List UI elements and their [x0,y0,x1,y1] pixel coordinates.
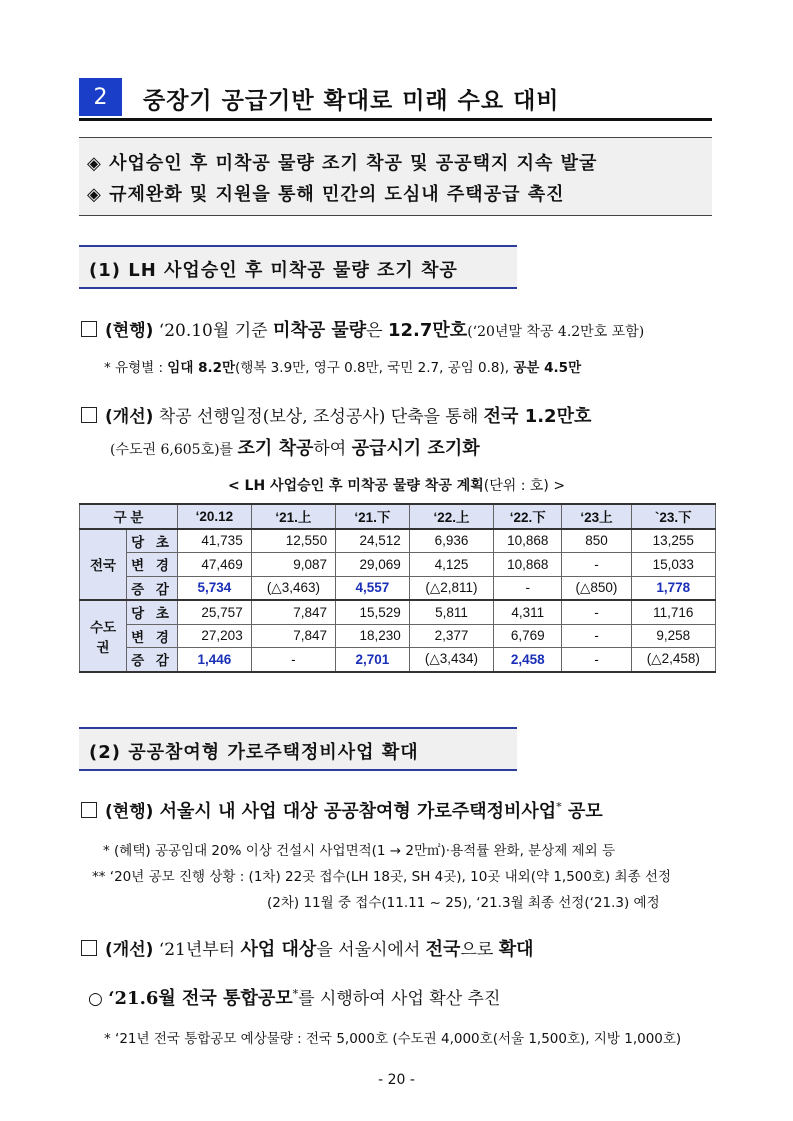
table-col-header: ‘22.上 [409,504,493,529]
current-paragraph [81,316,644,342]
table-col-header: ‘21.下 [336,504,410,529]
table-col-header: ‘22.下 [494,504,562,529]
table-cell: 4,557 [336,576,410,600]
checkbox-icon [81,321,97,337]
table-cell: (△850) [562,576,631,600]
table-cell: - [562,648,631,672]
table-cell: 2,701 [336,648,410,672]
row-label: 증 감 [127,576,178,600]
current-text-1: ‘20.10월 기준 [153,321,273,341]
improve-text-4: 조기 착공 [237,438,314,459]
table-cell: 24,512 [336,529,410,553]
sub2-note-3: (2차) 11월 중 접수(11.11 ~ 25), ‘21.3월 최종 선정(‘21.3) 예정 [267,895,660,911]
improve-text-5: 하여 [313,439,352,459]
table-cell: 47,469 [178,553,252,577]
improve-text-6: 공급시기 조기화 [351,438,480,459]
table-col-header: ‘20.12 [178,504,252,529]
table-header-label: 구 분 [80,504,178,529]
table-cell: 15,529 [336,600,410,624]
table-cell: 41,735 [178,529,252,553]
current-label: (현행) [105,321,154,341]
type-note [104,356,581,376]
table-cell: 4,311 [494,600,562,624]
section-title: 중장기 공급기반 확대로 미래 수요 대비 [143,88,560,114]
type-note-1: * 유형별 : [104,360,168,376]
sub2-improve-paragraph [81,935,533,961]
current-text-2: 미착공 물량 [272,320,367,341]
table-col-header: ‘23上 [562,504,631,529]
subheader-1-title: (1) LH 사업승인 후 미착공 물량 조기 착공 [89,260,458,281]
table-cell: 10,868 [494,553,562,577]
table-cell: 2,458 [494,648,562,672]
row-label: 당 초 [127,600,178,624]
subheader-2 [79,727,517,771]
table-cell: 12,550 [251,529,335,553]
table-cell: 4,125 [409,553,493,577]
sub2-current-paragraph [81,797,603,823]
table-caption [0,475,793,495]
table-cell: 13,255 [631,529,715,553]
row-label: 증 감 [127,648,178,672]
table-cell: (△3,434) [409,648,493,672]
row-label: 당 초 [127,529,178,553]
table-cell: 27,203 [178,624,252,648]
table-cell: 2,377 [409,624,493,648]
table-cell: 11,716 [631,600,715,624]
current-text-5: (‘20년말 착공 4.2만호 포함) [467,324,645,340]
table-cell: 15,033 [631,553,715,577]
table-cell: 7,847 [251,600,335,624]
table-cell: - [562,600,631,624]
sub2-current-text-2: 공모 [561,801,603,822]
table-cell: 1,778 [631,576,715,600]
section-divider [79,118,712,121]
sub2-bullet-sup: * [292,987,299,1001]
table-cell: - [562,624,631,648]
row-label: 변 경 [127,624,178,648]
table-cell: - [251,648,335,672]
table-cell: (△2,811) [409,576,493,600]
sub2-final-note: * ‘21년 전국 통합공모 예상물량 : 전국 5,000호 (수도권 4,000호(서울 1,500호), 지방 1,000호) [104,1031,682,1047]
sub2-current-text-1: 서울시 내 사업 대상 공공참여형 가로주택정비사업 [153,801,557,822]
construction-plan-table [79,503,716,673]
improve-paragraph-2 [110,434,480,460]
table-cell: (△2,458) [631,648,715,672]
table-cell: - [562,553,631,577]
table-cell: 25,757 [178,600,252,624]
table-cell: 6,769 [494,624,562,648]
table-cell: 9,258 [631,624,715,648]
sub2-improve-text-1: ‘21년부터 [153,940,241,960]
summary-line-1: ◈ 사업승인 후 미착공 물량 조기 착공 및 공공택지 지속 발굴 [87,153,598,174]
table-caption-unit: (단위 : 호) > [483,478,566,494]
table-cell: 1,446 [178,648,252,672]
sub2-improve-label: (개선) [105,940,154,960]
table-cell: - [494,576,562,600]
sub2-improve-text-4: 전국 [425,939,461,960]
improve-paragraph [81,402,591,428]
checkbox-icon [81,802,97,818]
table-cell: 6,936 [409,529,493,553]
group-label-capital: 수도권 [80,600,127,672]
improve-text-2: 전국 1.2만호 [483,406,592,427]
table-row [80,648,716,672]
table-row [80,600,716,624]
sub2-improve-text-5: 으로 [460,940,499,960]
table-col-header: ‘21.上 [251,504,335,529]
row-label: 변 경 [127,553,178,577]
sub2-current-sup: * [556,800,562,814]
table-cell: 29,069 [336,553,410,577]
type-note-2: 임대 8.2만 [167,360,236,376]
page-number: - 20 - [378,1072,415,1088]
sub2-improve-text-6: 확대 [498,939,534,960]
current-text-4: 12.7만호 [388,320,468,341]
table-row [80,624,716,648]
type-note-3: (행복 3.9만, 영구 0.8만, 국민 2.7, 공임 0.8), [235,360,514,376]
sub2-bullet [88,984,500,1010]
table-cell: 5,811 [409,600,493,624]
bullet-circle: ○ [88,989,109,1009]
table-cell: 18,230 [336,624,410,648]
summary-line-2: ◈ 규제완화 및 지원을 통해 민간의 도심내 주택공급 촉진 [87,184,565,205]
table-header-row [80,504,716,529]
type-note-4: 공분 4.5만 [513,360,582,376]
subheader-2-title: (2) 공공참여형 가로주택정비사업 확대 [89,742,419,763]
improve-text-3: (수도권 6,605호)를 [110,442,238,458]
checkbox-icon [81,407,97,423]
improve-text-1: 착공 선행일정(보상, 조성공사) 단축을 통해 [153,407,484,427]
table-cell: 5,734 [178,576,252,600]
table-caption-title: < LH 사업승인 후 미착공 물량 착공 계획 [227,478,484,494]
table-cell: 7,847 [251,624,335,648]
table-cell: 850 [562,529,631,553]
table-row [80,576,716,600]
sub2-improve-text-2: 사업 대상 [240,939,317,960]
current-text-3: 은 [366,321,388,341]
table-cell: 9,087 [251,553,335,577]
sub2-current-label: (현행) [105,802,154,822]
checkbox-icon [81,940,97,956]
table-row [80,553,716,577]
improve-label: (개선) [105,407,154,427]
subheader-1 [79,245,517,289]
sub2-note-2: ** ‘20년 공모 진행 상황 : (1차) 22곳 접수(LH 18곳, SH 4곳), 10곳 내외(약 1,500호) 최종 선정 [92,869,672,885]
group-label-nationwide: 전국 [80,529,127,601]
table-cell: (△3,463) [251,576,335,600]
section-number: 2 [79,78,122,116]
table-row [80,529,716,553]
sub2-bullet-text-1: ‘21.6월 전국 통합공모 [108,988,293,1009]
sub2-bullet-text-2: 를 시행하여 사업 확산 추진 [298,989,501,1009]
sub2-improve-text-3: 을 서울시에서 [316,940,426,960]
table-cell: 10,868 [494,529,562,553]
sub2-note-1: * (혜택) 공공임대 20% 이상 건설시 사업면적(1 → 2만㎡)·용적률 완화, 분상제 제외 등 [103,843,615,859]
table-col-header: `23.下 [631,504,715,529]
